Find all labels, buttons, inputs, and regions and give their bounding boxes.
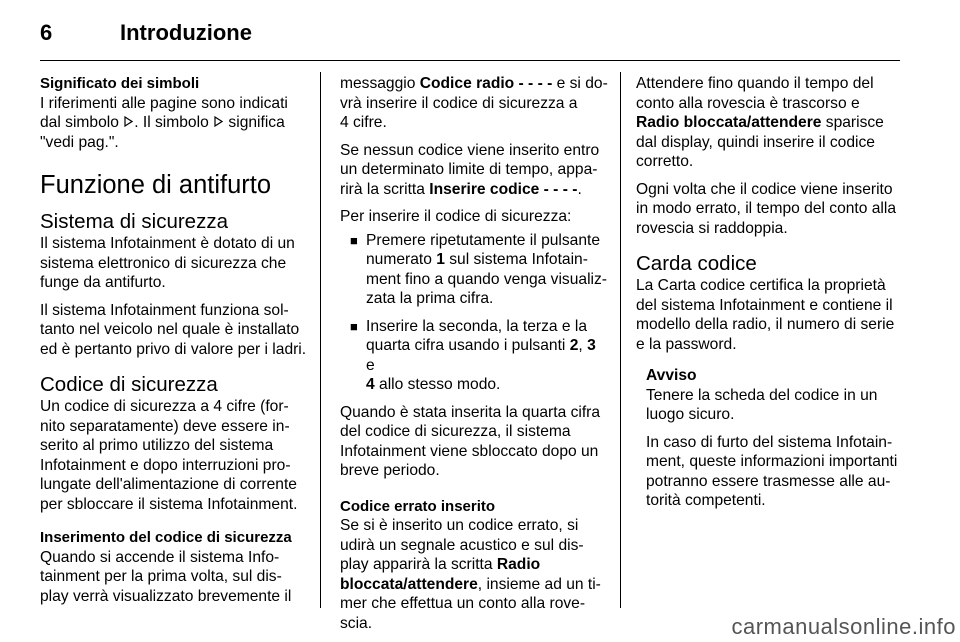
column-divider-1 [320,72,321,608]
text-line: play verrà visualizzato brevemente il [40,587,292,605]
column-1 [40,74,310,606]
text-line: Se si è inserito un codice errato, si [340,517,579,534]
insert-code-heading: Inserimento del codice di sicurezza [40,529,292,546]
text-line: udirà un segnale acustico e sul dis- [340,536,584,554]
paragraph: Il sistema Infotainment è dotato di un sistema elettronico di sicurezza che funge da antifurto. [40,235,295,291]
symbols-heading: Significato dei simboli [40,75,200,92]
bullet-icon: ■ [350,318,358,334]
column-3 [636,74,906,519]
column-divider-2 [620,72,621,608]
paragraph: Se nessun codice viene inserito entro un determinato limite di tempo, appa- rirà la scritta Inserire codice - - - -. [340,141,600,198]
page-number: 6 [40,20,53,45]
header-rule [40,60,900,61]
symbols-text-line: I riferimenti alle pagine sono indicati [40,94,288,112]
list-item: ■ Premere ripetutamente il pulsante numerato 1 sul sistema Infotain- ment fino a quando venga visualiz- zata la prima cifra. [350,231,607,307]
wrong-code-heading: Codice errato inserito [340,497,496,515]
paragraph: Attendere fino quando il tempo del conto alla rovescia è trascorso e Radio bloccata/attendere sparisce dal display, quindi inserire il codice corretto. [636,75,884,170]
text-line: bloccata/attendere, insieme ad un ti- [340,575,601,593]
watermark-text: carmanualsonline.info [731,614,956,639]
paragraph: Per inserire il codice di sicurezza: [340,208,572,225]
paragraph: messaggio Codice radio - - - - e si do- vrà inserire il codice di sicurezza a 4 cifre. [340,75,608,131]
subsection-heading: Carda codice [636,252,757,275]
paragraph: Quando è stata inserita la quarta cifra del codice di sicurezza, il sistema Infotainment viene sbloccato dopo un breve periodo. [340,403,601,479]
symbols-text-line: "vedi pag.". [40,133,119,151]
text-line: Quando si accende il sistema Info- [40,548,280,566]
notice-heading: Avviso [646,367,697,384]
page-reference-icon [213,113,224,133]
chapter-title: Introduzione [120,20,252,45]
text-line: scia. [340,614,373,632]
subsection-heading: Sistema di sicurezza [40,210,228,233]
paragraph: La Carta codice certifica la proprietà del sistema Infotainment e contiene il modello della radio, il numero di serie e la password. [636,277,895,353]
subsection-heading: Codice di sicurezza [40,373,218,396]
text-line: tainment per la prima volta, sul dis- [40,568,282,585]
symbols-text-line: dal simbolo . Il simbolo significa [40,114,285,131]
page-reference-icon [123,113,134,133]
notice-box [636,366,906,511]
text-line: mer che effettua un conto alla rove- [340,595,586,612]
bullet-icon: ■ [350,232,358,248]
column-2 [340,74,608,633]
paragraph: Un codice di sicurezza a 4 cifre (for- nito separatamente) deve essere in- serito al primo utilizzo del sistema Infotainment e dopo interruzioni pro- lungate dell'alimentazione di corrente per sbloccare il sistema Infotainment. [40,398,298,513]
text-line: play apparirà la scritta Radio [340,556,541,573]
paragraph: Il sistema Infotainment funziona sol- tanto nel veicolo nel quale è installato ed è pertanto privo di valore per i ladri. [40,301,307,358]
paragraph: In caso di furto del sistema Infotain- ment, queste informazioni importanti potranno essere trasmesse alle au- torità competenti. [646,433,898,509]
section-heading: Funzione di antifurto [40,171,272,199]
paragraph: Ogni volta che il codice viene inserito in modo errato, il tempo del conto alla rovescia si raddoppia. [636,180,897,237]
paragraph: Tenere la scheda del codice in un luogo sicuro. [646,386,878,423]
list-item: ■ Inserire la seconda, la terza e la quarta cifra usando i pulsanti 2, 3 e 4 allo stesso modo. [350,317,596,393]
page-header [40,18,920,60]
